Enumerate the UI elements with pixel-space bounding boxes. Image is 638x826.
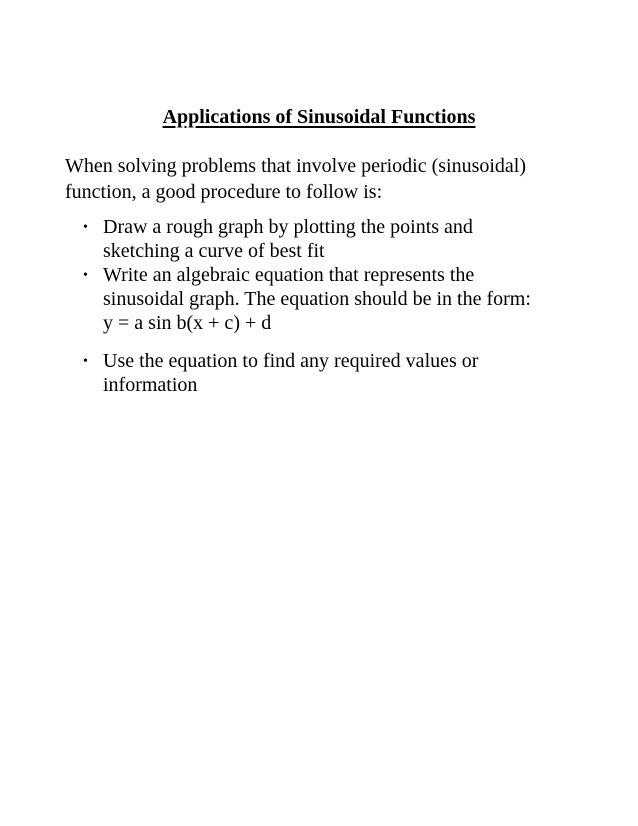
bullet-icon: • bbox=[83, 268, 88, 283]
intro-line: When solving problems that involve periodic (sinusoidal) bbox=[65, 155, 527, 177]
intro-line: function, a good procedure to follow is: bbox=[65, 181, 383, 203]
intro-paragraph bbox=[65, 153, 605, 205]
list-item-line: Draw a rough graph by plotting the points and bbox=[103, 216, 473, 238]
list-item-text bbox=[103, 349, 603, 397]
document-title: Applications of Sinusoidal Functions bbox=[162, 106, 476, 128]
equation-line: y = a sin b(x + c) + d bbox=[103, 312, 272, 334]
bullet-icon: • bbox=[83, 220, 88, 235]
list-item-line: sinusoidal graph. The equation should be in the form: bbox=[103, 288, 531, 310]
list-item-line: sketching a curve of best fit bbox=[103, 240, 325, 262]
list-item-text bbox=[103, 263, 603, 335]
list-item-line: Write an algebraic equation that represents the bbox=[103, 264, 475, 286]
bullet-icon: • bbox=[83, 354, 88, 369]
list-item-line: information bbox=[103, 374, 198, 396]
list-item-text bbox=[103, 215, 603, 263]
list-item-line: Use the equation to find any required values or bbox=[103, 350, 479, 372]
